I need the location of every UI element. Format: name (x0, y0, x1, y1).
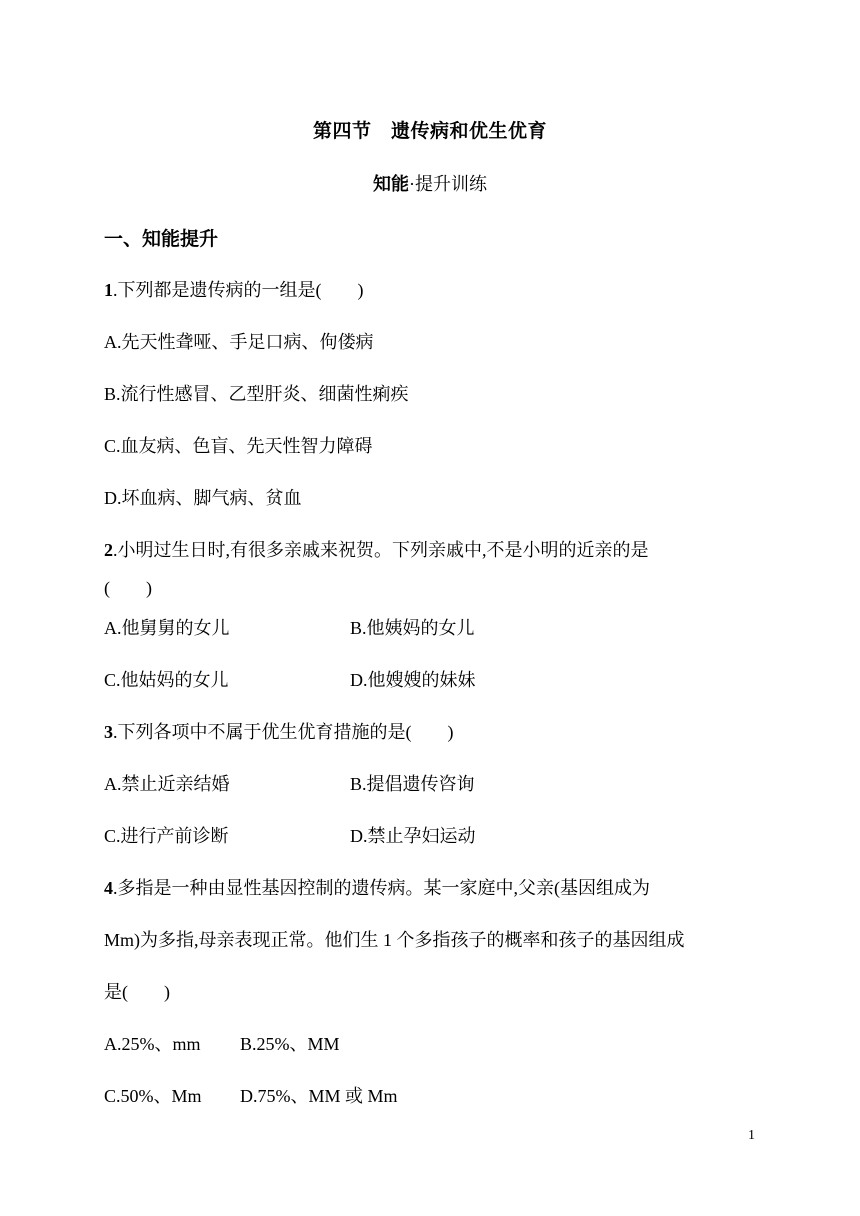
question-4-option-c: C.50%、Mm (104, 1086, 202, 1106)
question-3-option-a: A.禁止近亲结婚 (104, 774, 230, 794)
question-3-option-d: D.禁止孕妇运动 (350, 826, 476, 846)
subtitle-strong: 知能 (373, 174, 409, 195)
page-subtitle (0, 170, 860, 196)
page-title: 第四节 遗传病和优生优育 (312, 120, 547, 142)
question-2-option-b: B.他姨妈的女儿 (350, 618, 475, 638)
question-2-option-d: D.他嫂嫂的妹妹 (350, 670, 476, 690)
question-4-stem-line2: Mm)为多指,母亲表现正常。他们生 1 个多指孩子的概率和孩子的基因组成 (104, 930, 685, 950)
question-1-stem (104, 276, 364, 302)
question-3-option-b: B.提倡遗传咨询 (350, 774, 475, 794)
question-3-stem (104, 718, 454, 744)
question-4-text-line1: .多指是一种由显性基因控制的遗传病。某一家庭中,父亲(基因组成为 (113, 878, 650, 898)
question-4-stem (104, 874, 650, 900)
question-4-option-d: D.75%、MM 或 Mm (240, 1086, 398, 1106)
question-1-number: 1 (104, 280, 113, 300)
question-2-option-a: A.他舅舅的女儿 (104, 618, 230, 638)
question-4-number: 4 (104, 878, 113, 898)
question-1-option-c: C.血友病、色盲、先天性智力障碍 (104, 436, 373, 456)
question-2-option-c: C.他姑妈的女儿 (104, 670, 229, 690)
question-3-number: 3 (104, 722, 113, 742)
question-2-stem (104, 536, 649, 562)
question-3-text: .下列各项中不属于优生优育措施的是( ) (113, 722, 454, 742)
question-4-option-a: A.25%、mm (104, 1034, 201, 1054)
question-1-option-a: A.先天性聋哑、手足口病、佝偻病 (104, 332, 374, 352)
question-3-option-c: C.进行产前诊断 (104, 826, 229, 846)
question-1-text: .下列都是遗传病的一组是( ) (113, 280, 364, 300)
question-2-stem-line2: ( ) (104, 578, 152, 598)
section-heading: 一、知能提升 (104, 228, 219, 250)
page-number: 1 (748, 1128, 755, 1143)
question-1-option-b: B.流行性感冒、乙型肝炎、细菌性痢疾 (104, 384, 409, 404)
question-1-option-d: D.坏血病、脚气病、贫血 (104, 488, 302, 508)
question-4-stem-line3: 是( ) (104, 982, 170, 1002)
question-4-option-b: B.25%、MM (240, 1034, 340, 1054)
subtitle-rest: ·提升训练 (409, 174, 487, 194)
question-2-number: 2 (104, 540, 113, 560)
question-2-text-line1: .小明过生日时,有很多亲戚来祝贺。下列亲戚中,不是小明的近亲的是 (113, 540, 649, 560)
